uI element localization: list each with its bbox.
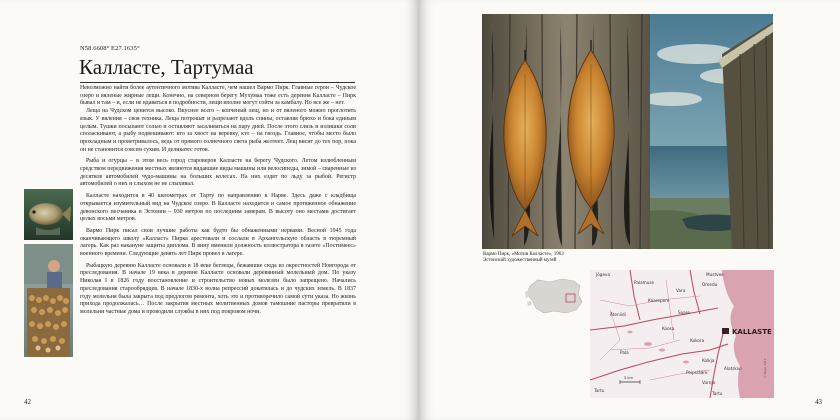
map-label-mustvee: Mustvee [706, 272, 724, 277]
map-label-tartu-bottom: Tartu [712, 391, 723, 396]
map-copyright: © Regio 2015 [763, 358, 767, 378]
map-label-saare: Saare [678, 310, 690, 315]
map-label-alatskivi: Alatskivi [724, 366, 742, 371]
map-label-varnja: Varnja [702, 380, 716, 385]
map-label-jogeva: Jõgeva [596, 272, 611, 277]
paragraph-fish-cucumbers: Рыба и огурцы – в этом весь город староверов Калласте на берегу Чудского. Летом излюбленным средством передвижения местных являются видавшие виды машины или велосипеды, зимой – сваренные из десятков автомобилей чудо-машины на больших колесах. На них ездят по льду за рыбой. Регистр автомобилей о них и слыхом не не слыхивал. [80, 158, 356, 188]
map-label-vara: Vara [676, 288, 686, 293]
map-label-omedu: Omedu [702, 282, 718, 287]
kallaste-detail-map [590, 270, 774, 398]
page-number-right: 43 [815, 398, 822, 406]
painting-kallaste-motif [482, 14, 773, 249]
painting-caption [483, 252, 564, 264]
map-label-peipsiaare: Peipsiääre [686, 370, 708, 375]
map-label-kolkja: Kolkja [702, 358, 715, 363]
left-page [0, 0, 418, 420]
gps-coordinates: N58.6608° E27.1635° [80, 45, 140, 52]
map-label-palamuse: Palamuse [634, 280, 655, 285]
caption-museum: Эстонский художественный музей [483, 258, 557, 264]
fish-photo [24, 189, 73, 240]
paragraph-bream: Леща на Чудском ценится высоко. Вкуснее всего – копченый лещ, но и от вяленого можно проглотить язык. У вяления – своя техника. Леща потрошат и разрезают вдоль спины, оставляя брюхо и бока единым целым. Тушки посыпают солью и оставляют засаливаться на пару дней. После этого слизь и излишки соли споласкивают, а рыбу подвешивают: кто за хвост на веревку, кто – на гвоздь. Главное, чтобы место было прохладным и проветривалось, ведь от прямого солнечного света рыба желтеет. Лещ висит до тех пор, пока он не становится совсем сухим. И деликатес готов. [80, 108, 356, 153]
map-label-ateniidi: Äteniidi [610, 312, 626, 317]
map-label-kokora: Kokora [690, 338, 705, 343]
map-label-koosa: Koosa [662, 326, 675, 331]
caption-title: Вармо Пирк, «Мотив Калласте», 1963 [483, 252, 564, 257]
onion-market-photo [24, 244, 73, 357]
page-number-left: 42 [24, 398, 31, 406]
article-body [80, 85, 356, 317]
page-title: Калласте, Тартумаа [79, 55, 254, 79]
paragraph-pirk: Вармо Пирк писал свои лучшие работы как будто бы обнаженными нервами. Весной 1945 года оканчивающего школу «Калласт» Пирка арестовали и сослали в Архангельскую область в тюремный лагерь. Как раз накануне защиты диплома. В вину вменили должность иллюстратора в газете «Постимеес» военного времени. Следующие девять лет Пирк провел в лагере. [80, 227, 356, 258]
map-label-tartu-left: Tartu [594, 388, 605, 393]
map-label-kallaste: KALLASTE [732, 328, 772, 336]
map-label-pala: Pala [620, 350, 629, 355]
paragraph-history: Рыбацкую деревню Калласте основали в 18 веке беглецы, бежавшие сюда из окрестностей Новгорода от преследования. В начале 19 века в деревне Калласте основали деревянный молельный дом. По указу Николая I в 1826 году восстановление и строительство новых молелен было запрещено. Начались преследования старообрядцев. В начале 1830-х волна репрессий докатилась и до чудских земель. В 1837 году молельня была закрыта под предлогом ремонта, хоть это и противоречило самой сути указа. Но жизнь прихода продолжалась… После закрытия местных молитвенных домов тамошние пасторы превратили в молельни частные дома и проводили службы в них под покровом ночи. [80, 262, 356, 315]
map-scale-label: 5 km [624, 376, 634, 380]
paragraph-intro: Невозможно найти более аутентичного мотива Калласте, чем нашел Вармо Пирк. Главные герои – Чудское озеро и вяленые жирные лещи. Конечно, на северном берегу Мухумаа тоже есть деревня Калласте – Пирк бывал и там – и, если не вдаваться в подробности, лещи вполне могут сойти за камбалу. Но все же – нет. [80, 85, 356, 107]
title-rule [80, 82, 355, 83]
estonia-overview-map [524, 272, 586, 318]
map-label-kaarepere: Kaarepere [648, 298, 670, 303]
paragraph-location: Калласте находится в 40 километрах от Тарту по направлению к Нарве. Здесь даже с кладбища открывается изумительный вид на Чудское озеро. В Калласте находится и самое протяженное обнажение девонского песчаника в Эстонии – 930 метров по последним замерам. В высоту оно местами достигает целых восьми метров. [80, 193, 356, 223]
